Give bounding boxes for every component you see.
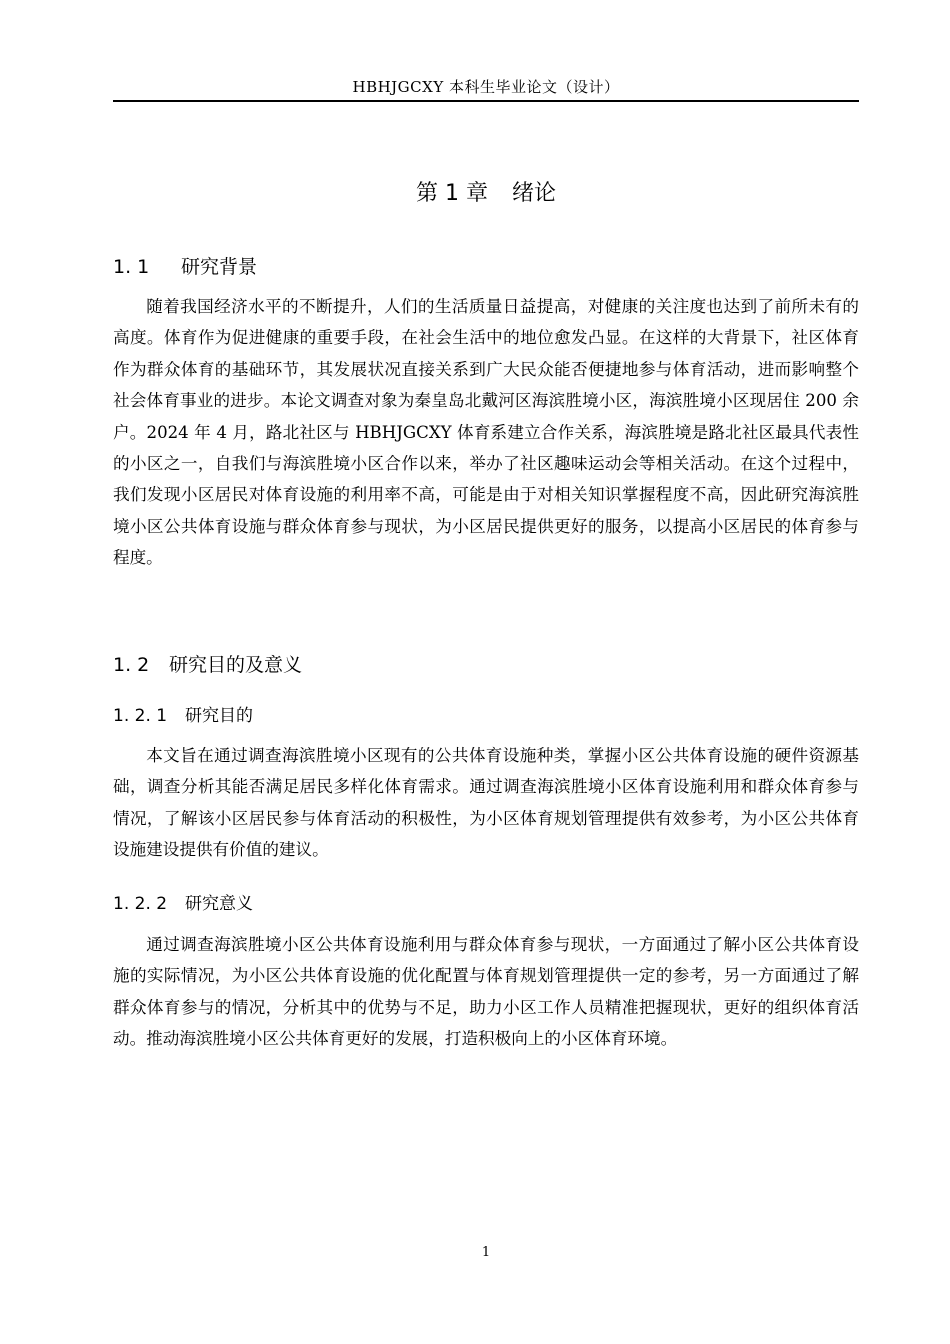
section-title: 研究背景 xyxy=(181,256,258,278)
section-title: 研究目的及意义 xyxy=(169,654,303,676)
paragraph-research-significance: 通过调查海滨胜境小区公共体育设施利用与群众体育参与现状，一方面通过了解小区公共体育设施的实际情况，为小区公共体育设施的优化配置与体育规划管理提供一定的参考，另一方面通过了解群众体育参与的情况，分析其中的优势与不足，助力小区工作人员精准把握现状，更好的组织体育活动。推动海滨胜境小区公共体育更好的发展，打造积极向上的小区体育环境。 xyxy=(113,935,859,1049)
header-rule xyxy=(113,100,859,102)
running-header: HBHJGCXY 本科生毕业论文（设计） xyxy=(352,78,620,96)
subsection-heading-1-2-1 xyxy=(113,703,253,729)
paragraph-research-background: 随着我国经济水平的不断提升，人们的生活质量日益提高，对健康的关注度也达到了前所未有的高度。体育作为促进健康的重要手段，在社会生活中的地位愈发凸显。在这样的大背景下，社区体育作为群众体育的基础环节，其发展状况直接关系到广大民众能否便捷地参与体育活动，进而影响整个社会体育事业的进步。本论文调查对象为秦皇岛北戴河区海滨胜境小区，海滨胜境小区现居住 200 余户。2024 年 4 月，路北社区与 HBHJGCXY 体育系建立合作关系，海滨胜境是路北社区最具代表性的小区之一，自我们与海滨胜境小区合作以来，举办了社区趣味运动会等相关活动。在这个过程中，我们发现小区居民对体育设施的利用率不高，可能是由于对相关知识掌握程度不高，因此研究海滨胜境小区公共体育设施与群众体育参与现状，为小区居民提供更好的服务，以提高小区居民的体育参与程度。 xyxy=(113,297,859,568)
subsection-number: 1. 2. 2 xyxy=(113,894,168,914)
chapter-title xyxy=(113,178,859,210)
section-number: 1. 2 xyxy=(113,654,150,676)
subsection-heading-1-2-2 xyxy=(113,891,253,917)
section-heading-1-1 xyxy=(113,253,257,281)
section-heading-1-2 xyxy=(113,651,302,679)
subsection-title: 研究意义 xyxy=(185,894,253,914)
page-number: 1 xyxy=(481,1245,491,1260)
paragraph-research-purpose: 本文旨在通过调查海滨胜境小区现有的公共体育设施种类，掌握小区公共体育设施的硬件资源基础，调查分析其能否满足居民多样化体育需求。通过调查海滨胜境小区体育设施利用和群众体育参与情况，了解该小区居民参与体育活动的积极性，为小区体育规划管理提供有效参考，为小区公共体育设施建设提供有价值的建议。 xyxy=(113,746,859,860)
section-number: 1. 1 xyxy=(113,256,150,278)
subsection-number: 1. 2. 1 xyxy=(113,706,168,726)
chapter-number: 第 1 章 xyxy=(416,181,488,206)
chapter-name: 绪论 xyxy=(511,181,556,206)
subsection-title: 研究目的 xyxy=(185,706,253,726)
